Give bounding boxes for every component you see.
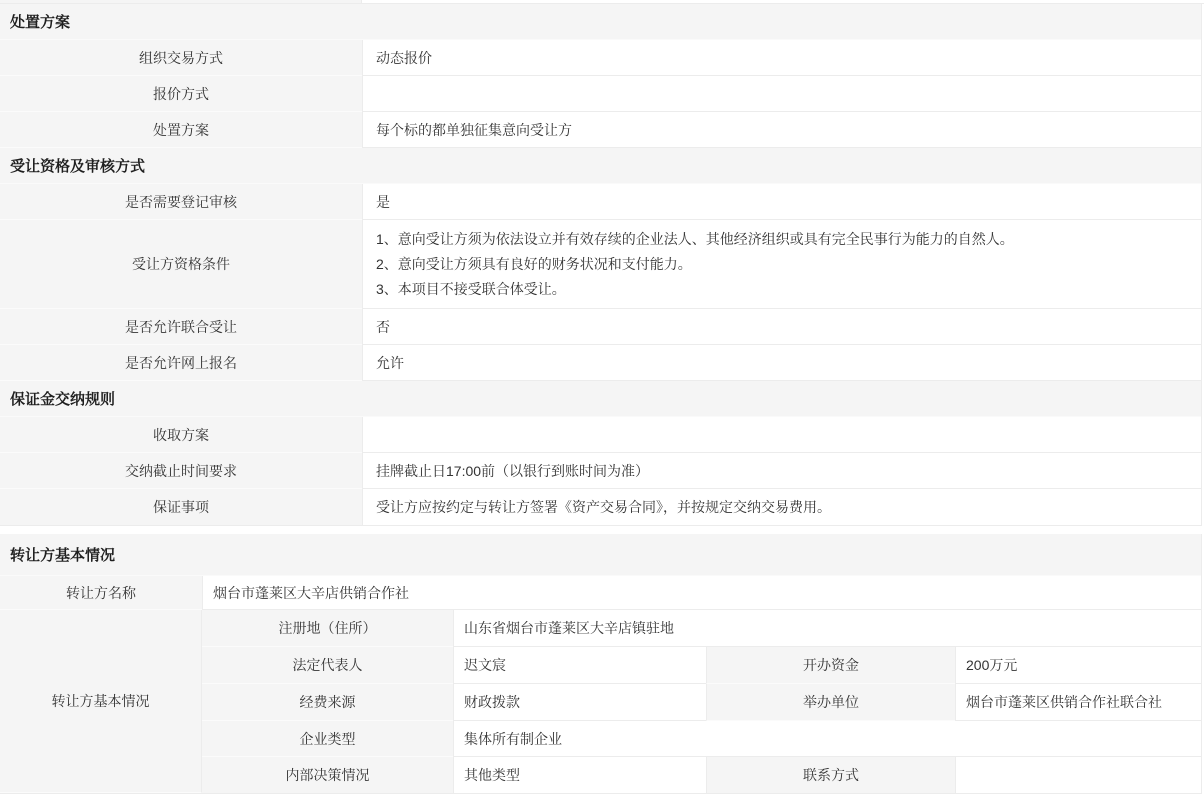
table-row (0, 610, 1201, 647)
cutoff-label-cell (0, 0, 362, 3)
online-signup-value: 允许 (362, 345, 1201, 381)
disposal-plan-value: 每个标的都单独征集意向受让方 (362, 112, 1201, 148)
section-title-eligibility: 受让资格及审核方式 (0, 148, 1201, 184)
registration-review-label: 是否需要登记审核 (0, 184, 362, 220)
guarantee-matters-label: 保证事项 (0, 489, 362, 525)
quote-method-value (362, 76, 1201, 112)
internal-decision-label: 内部决策情况 (202, 757, 453, 793)
qualification-line-2: 2、意向受让方须具有良好的财务状况和支付能力。 (376, 255, 692, 272)
organizer-value: 烟台市蓬莱区供销合作社联合社 (955, 684, 1201, 721)
qualification-conditions-value (362, 220, 1201, 309)
enterprise-type-value: 集体所有制企业 (453, 721, 1201, 757)
joint-transfer-label: 是否允许联合受让 (0, 309, 362, 345)
table-row (0, 489, 1201, 525)
table-gap (0, 526, 1204, 534)
table-row (0, 309, 1201, 345)
qualification-line-1: 1、意向受让方须为依法设立并有效存续的企业法人、其他经济组织或具有完全民事行为能力的自然人。 (376, 230, 1014, 247)
qualification-conditions-label: 受让方资格条件 (0, 220, 362, 309)
internal-decision-value: 其他类型 (453, 757, 706, 793)
table-row (0, 112, 1201, 148)
enterprise-type-label: 企业类型 (202, 721, 453, 757)
collection-plan-value (362, 417, 1201, 453)
legal-rep-value: 迟文宸 (453, 647, 706, 684)
funding-source-value: 财政拨款 (453, 684, 706, 721)
organizer-label: 举办单位 (706, 684, 955, 721)
section-title-transferor: 转让方基本情况 (0, 534, 1201, 576)
transferor-name-label: 转让方名称 (0, 576, 202, 610)
section-title-deposit: 保证金交纳规则 (0, 381, 1201, 417)
initial-fund-value: 200万元 (955, 647, 1201, 684)
initial-fund-label: 开办资金 (706, 647, 955, 684)
table-row (0, 417, 1201, 453)
table-row (0, 40, 1201, 76)
disposal-and-rules-table (0, 4, 1202, 526)
transferor-name-value: 烟台市蓬莱区大辛店供销合作社 (202, 576, 1201, 610)
table-row (0, 576, 1201, 610)
guarantee-matters-value: 受让方应按约定与转让方签署《资产交易合同》，并按规定交纳交易费用。 (362, 489, 1201, 525)
contact-label: 联系方式 (706, 757, 955, 793)
online-signup-label: 是否允许网上报名 (0, 345, 362, 381)
table-row (0, 345, 1201, 381)
table-row (0, 220, 1201, 309)
collection-plan-label: 收取方案 (0, 417, 362, 453)
quote-method-label: 报价方式 (0, 76, 362, 112)
payment-deadline-value: 挂牌截止日17:00前（以银行到账时间为准） (362, 453, 1201, 489)
payment-deadline-label: 交纳截止时间要求 (0, 453, 362, 489)
registered-address-label: 注册地（住所） (202, 610, 453, 647)
table-row (0, 453, 1201, 489)
disposal-plan-label: 处置方案 (0, 112, 362, 148)
registration-review-value: 是 (362, 184, 1201, 220)
table-row (0, 184, 1201, 220)
transferor-info-table (0, 534, 1202, 794)
transferor-basic-group-label: 转让方基本情况 (0, 610, 202, 793)
contact-value (955, 757, 1201, 793)
registered-address-value: 山东省烟台市蓬莱区大辛店镇驻地 (453, 610, 1201, 647)
joint-transfer-value: 否 (362, 309, 1201, 345)
cutoff-value-cell (362, 0, 1204, 3)
section-title-disposal: 处置方案 (0, 4, 1201, 40)
funding-source-label: 经费来源 (202, 684, 453, 721)
legal-rep-label: 法定代表人 (202, 647, 453, 684)
qualification-line-3: 3、本项目不接受联合体受让。 (376, 280, 566, 297)
table-row (0, 76, 1201, 112)
trade-method-label: 组织交易方式 (0, 40, 362, 76)
trade-method-value: 动态报价 (362, 40, 1201, 76)
